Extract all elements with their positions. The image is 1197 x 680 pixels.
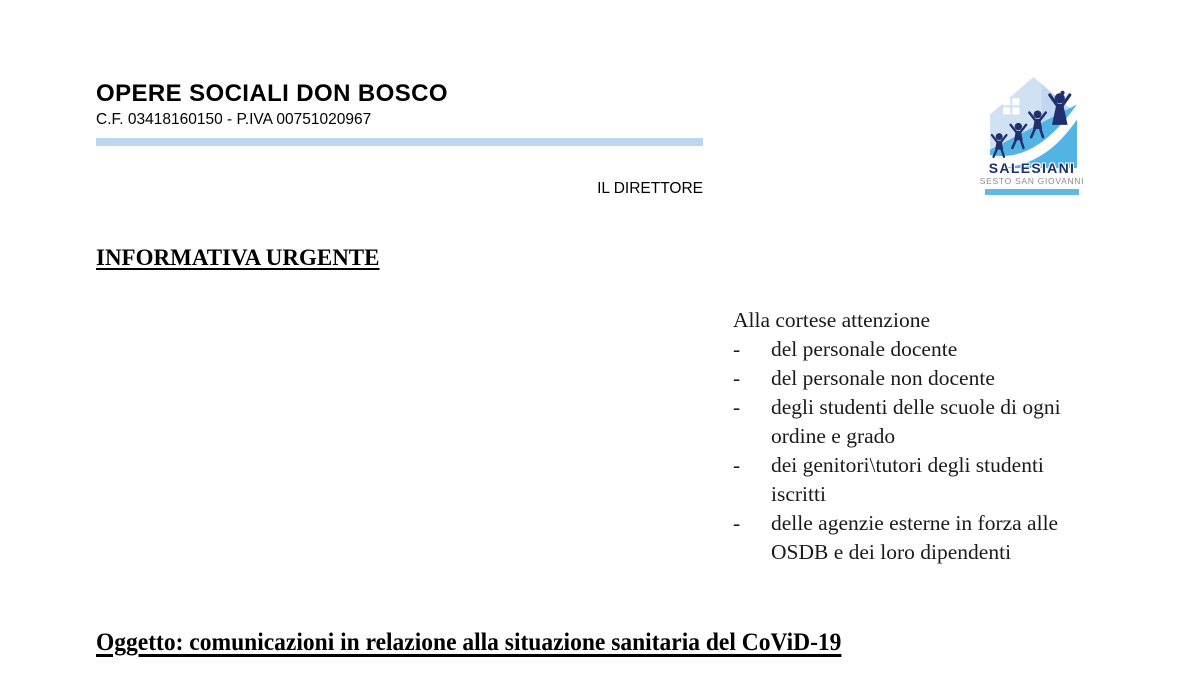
list-item [733,393,1113,451]
subject-line: Oggetto: comunicazioni in relazione alla situazione sanitaria del CoViD-19 [96,629,842,656]
list-item-text: delle agenzie esterne in forza alle OSDB e dei loro dipendenti [771,511,1059,564]
salesiani-logo [978,74,1086,195]
list-bullet: - [733,366,741,390]
list-item-text: degli studenti delle scuole di ogni ordine e grado [771,395,1061,448]
logo-subtitle: SESTO SAN GIOVANNI [979,176,1085,186]
list-item [733,364,1113,393]
page-title: INFORMATIVA URGENTE [96,245,380,270]
list-item-text: del personale non docente [771,366,995,390]
list-item [733,451,1113,509]
attention-heading: Alla cortese attenzione [733,308,930,332]
list-bullet: - [733,511,741,535]
fiscal-info: C.F. 03418160150 - P.IVA 00751020967 [96,111,372,128]
accent-bar-divider [96,138,703,146]
list-bullet: - [733,337,741,361]
director-label: IL DIRETTORE [597,180,703,197]
list-bullet: - [733,395,741,419]
logo-name: SALESIANI [988,160,1076,176]
list-item [733,509,1113,567]
list-bullet: - [733,453,741,477]
list-item [733,335,1113,364]
salesiani-house-icon [978,74,1086,170]
list-item-text: dei genitori\tutori degli studenti iscritti [771,453,1044,506]
logo-bottom-strip [985,189,1079,195]
company-name: OPERE SOCIALI DON BOSCO [96,80,448,107]
list-item-text: del personale docente [771,337,958,361]
attention-block [733,306,1113,567]
